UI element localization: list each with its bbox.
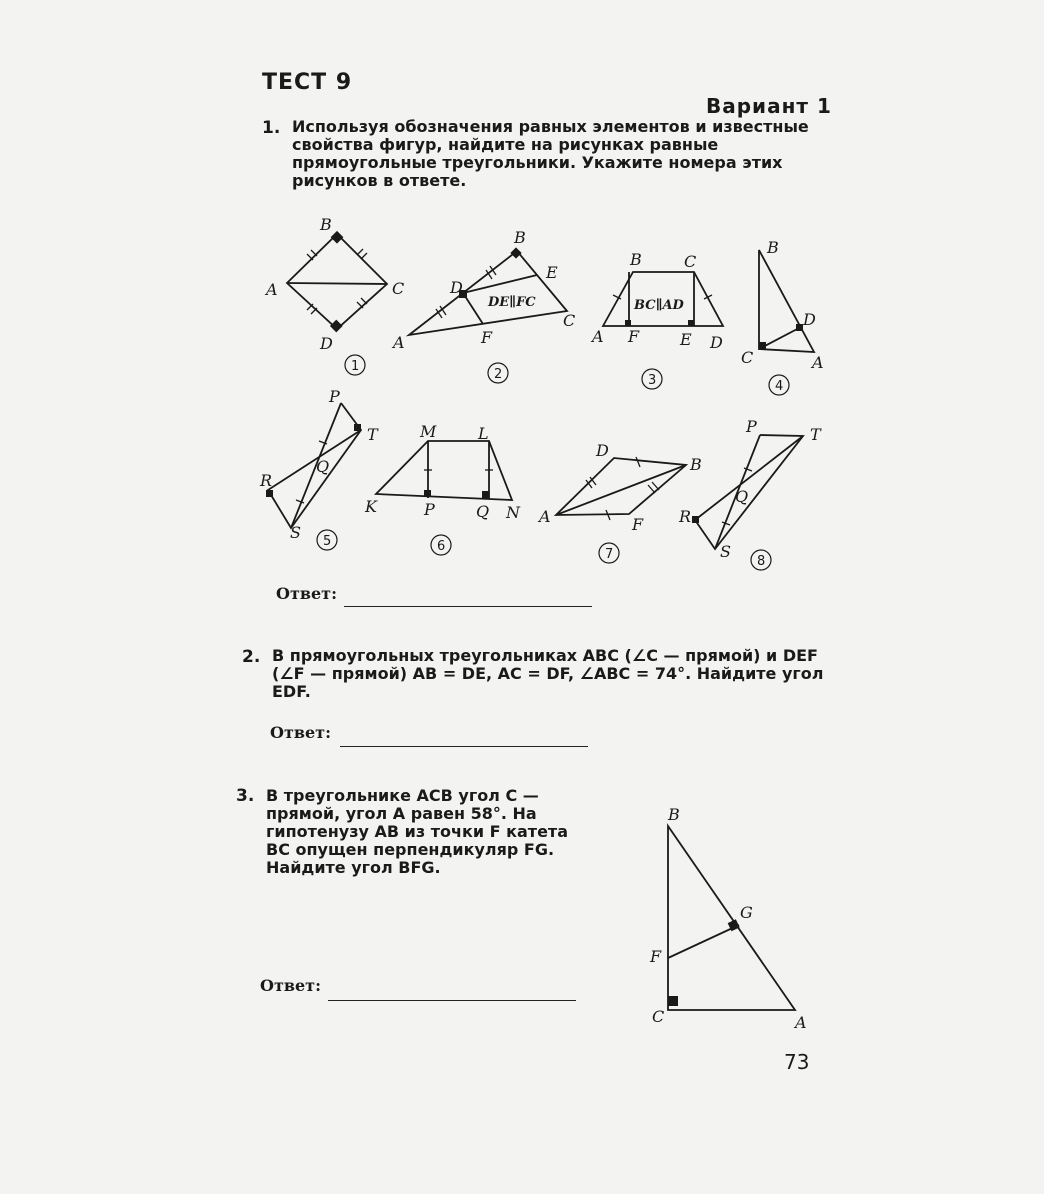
fig4-label-c: C: [741, 348, 754, 367]
question-3-number: 3.: [236, 786, 255, 806]
fig5-label-r: R: [260, 471, 273, 490]
q3-label-a: A: [795, 1013, 807, 1032]
fig8-label-p: P: [746, 417, 757, 436]
figure-2: [391, 228, 575, 383]
answer-2-label: Ответ:: [270, 723, 331, 742]
fig1-number: 1: [351, 359, 360, 374]
fig1-label-d: D: [320, 334, 333, 353]
question-1-number: 1.: [262, 118, 281, 138]
figure-8: [678, 417, 822, 570]
fig7-label-f: F: [632, 515, 644, 534]
fig4-label-d: D: [803, 310, 816, 329]
question-1-text: Используя обозначения равных элементов и известные свойства фигур, найдите на рисунках равные прямоугольные треугольники. Укажите номера этих рисунков в ответе.: [292, 117, 809, 190]
fig2-label-a: A: [393, 333, 405, 352]
fig2-note: DE∥FC: [488, 295, 536, 310]
figure-4: [741, 238, 824, 395]
fig8-label-t: T: [810, 425, 821, 444]
figure-1: [264, 215, 404, 375]
q3-label-g: G: [740, 903, 753, 922]
variant-label: Вариант 1: [706, 94, 832, 118]
fig2-label-b: B: [514, 228, 526, 247]
fig3-number: 3: [648, 373, 657, 388]
figure-5: [259, 387, 379, 550]
question-2-text: В прямоугольных треугольниках ABC (∠C — прямой) и DEF (∠F — прямой) AB = DE, AC = DF, ∠ABC = 74°. Найдите угол EDF.: [272, 646, 824, 701]
q3-label-b: B: [668, 805, 680, 824]
fig6-label-k: K: [365, 497, 377, 516]
fig6-label-l: L: [478, 424, 489, 443]
fig6-label-m: M: [420, 422, 437, 441]
fig2-label-f: F: [481, 328, 493, 347]
question-3-text: В треугольнике ACB угол C — прямой, угол A равен 58°. На гипотенузу AB из точки F катета BC опущен перпендикуляр FG. Найдите угол BFG.: [266, 786, 568, 877]
figure-7: [537, 441, 702, 563]
fig2-label-c: C: [563, 311, 576, 330]
fig3-label-c: C: [684, 252, 697, 271]
answer-3-line[interactable]: [328, 1000, 576, 1001]
fig5-label-q: Q: [316, 457, 330, 476]
fig4-label-a: A: [812, 353, 824, 372]
fig7-number: 7: [605, 547, 614, 562]
fig6-label-p: P: [424, 500, 435, 519]
test-title: ТЕСТ 9: [262, 70, 353, 95]
fig8-number: 8: [757, 554, 766, 569]
fig5-label-t: T: [367, 425, 378, 444]
fig3-note: BC∥AD: [634, 298, 684, 313]
fig5-number: 5: [323, 534, 332, 549]
fig3-label-d: D: [710, 333, 723, 352]
fig2-number: 2: [494, 367, 503, 382]
figure-6: [364, 422, 521, 555]
fig3-label-e: E: [680, 330, 692, 349]
fig7-label-b: B: [690, 455, 702, 474]
fig6-number: 6: [437, 539, 446, 554]
fig8-label-s: S: [720, 542, 731, 561]
answer-2-line[interactable]: [340, 746, 588, 747]
answer-1-label: Ответ:: [276, 584, 337, 603]
figure-3: [590, 250, 723, 389]
q3-label-f: F: [650, 947, 662, 966]
question-2-number: 2.: [242, 647, 261, 667]
fig7-label-d: D: [596, 441, 609, 460]
answer-3-label: Ответ:: [260, 976, 321, 995]
fig4-label-b: B: [767, 238, 779, 257]
fig5-label-p: P: [329, 387, 340, 406]
fig2-label-d: D: [450, 278, 463, 297]
page-number: 73: [784, 1050, 810, 1074]
fig4-number: 4: [775, 379, 784, 394]
fig8-label-q: Q: [735, 487, 749, 506]
fig5-label-s: S: [290, 523, 301, 542]
answer-1-line[interactable]: [344, 606, 592, 607]
fig6-label-n: N: [506, 503, 520, 522]
figure-q3: [649, 805, 807, 1032]
fig2-label-e: E: [546, 263, 558, 282]
fig6-label-q: Q: [476, 502, 490, 521]
fig3-label-f: F: [628, 327, 640, 346]
fig3-label-b: B: [630, 250, 642, 269]
fig1-label-c: C: [392, 279, 405, 298]
fig1-label-a: A: [266, 280, 278, 299]
fig7-label-a: A: [539, 507, 551, 526]
fig1-label-b: B: [320, 215, 332, 234]
fig3-label-a: A: [592, 327, 604, 346]
fig8-label-r: R: [679, 507, 692, 526]
q3-label-c: C: [652, 1007, 665, 1026]
